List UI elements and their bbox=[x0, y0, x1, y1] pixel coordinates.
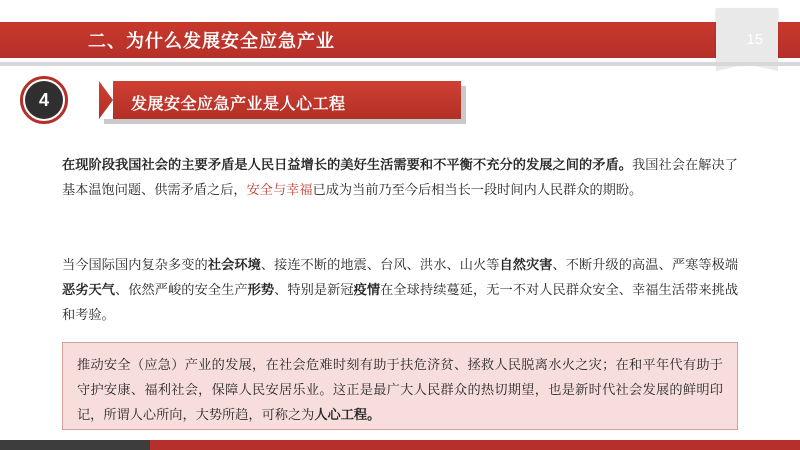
p2-t6: 在全球持续蔓延，无一不对人民群众安全、幸福生活带来挑战和考验。 bbox=[62, 282, 739, 322]
p2-b3: 恶劣天气 bbox=[62, 282, 116, 297]
callout-box bbox=[62, 342, 738, 430]
bottom-accent-bar-dark bbox=[0, 440, 150, 450]
paragraph-one bbox=[62, 152, 738, 202]
header-underline bbox=[0, 62, 800, 66]
section-ribbon-label: 发展安全应急产业是人心工程 bbox=[131, 96, 346, 113]
p2-t4: 、依然严峻的安全生产 bbox=[115, 282, 248, 297]
section-badge-number: 4 bbox=[25, 81, 63, 119]
callout-bold-tail: 人心工程。 bbox=[314, 407, 381, 422]
p2-b5: 疫情 bbox=[353, 282, 381, 297]
p2-b1: 社会环境 bbox=[207, 257, 261, 272]
callout-text: 推动安全（应急）产业的发展，在社会危难时刻有助于扶危济贫、拯救人民脱离水火之灾；在和平年代有助于守护安康、福利社会，保障人民安居乐业。这正是最广大人民群众的热切期望，也是新时代社会发展的鲜明印记，所谓人心所向，大势所趋，可称之为 bbox=[77, 357, 723, 422]
page-number: 15 bbox=[746, 31, 763, 48]
page-title: 二、为什么发展安全应急产业 bbox=[88, 31, 335, 51]
paragraph-one-rest-a: 我国社会在解决了基本温饱问题、供需矛盾之后， bbox=[62, 157, 738, 197]
paragraph-one-lead: 在现阶段我国社会的主要矛盾是人民日益增长的美好生活需要和不平衡不充分的发展之间的矛盾。 bbox=[62, 157, 633, 172]
paragraph-one-rest-b: 已成为当前乃至今后相当长一段时间内人民群众的期盼。 bbox=[312, 182, 643, 197]
paragraph-one-highlight: 安全与幸福 bbox=[246, 182, 313, 197]
ribbon-notch-icon bbox=[99, 81, 113, 119]
p2-t1: 当今国际国内复杂多变的 bbox=[62, 257, 208, 272]
p2-t3: 、不断升级的高温、严寒等极端 bbox=[552, 257, 739, 272]
p2-t5: 、特别是新冠 bbox=[274, 282, 354, 297]
p2-b2: 自然灾害 bbox=[499, 257, 553, 272]
p2-t2: 、接连不断的地震、台风、洪水、山火等 bbox=[260, 257, 500, 272]
p2-b4: 形势 bbox=[247, 282, 275, 297]
paragraph-two bbox=[62, 252, 738, 327]
